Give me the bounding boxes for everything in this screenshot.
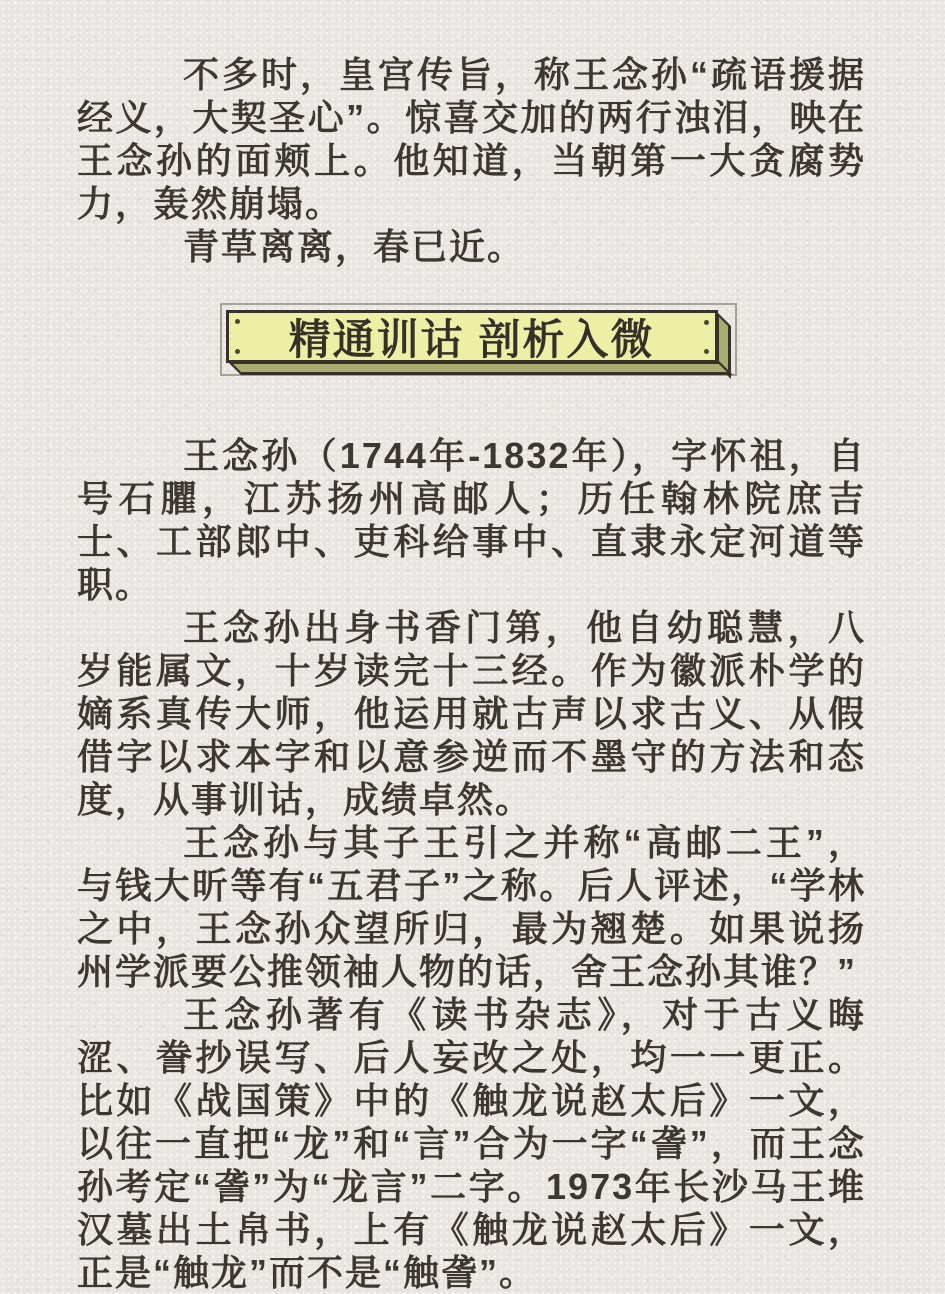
paragraph: 王念孙（1744年-1832年），字怀祖，自号石臞，江苏扬州高邮人；历任翰林院庶吉士、工部郎中、吏科给事中、直隶永定河道等职。 bbox=[77, 435, 866, 605]
screw-dot-icon bbox=[235, 349, 240, 354]
screw-dot-icon bbox=[704, 320, 709, 325]
screw-dot-icon bbox=[235, 319, 240, 324]
section-title-banner bbox=[226, 310, 718, 363]
paragraph: 王念孙出身书香门第，他自幼聪慧，八岁能属文，十岁读完十三经。作为徽派朴学的嫡系真传大师，他运用就古声以求古义、从假借字以求本字和以意参逆而不墨守的方法和态度，从事训诂，成绩卓然。 bbox=[77, 607, 866, 820]
banner-face bbox=[226, 310, 718, 363]
screw-dot-icon bbox=[704, 349, 709, 354]
section-title: 精通训诂 剖析入微 bbox=[288, 315, 655, 363]
paragraph: 王念孙与其子王引之并称“高邮二王”，与钱大昕等有“五君子”之称。后人评述，“学林之中，王念孙众望所归，最为翘楚。如果说扬州学派要公推领袖人物的话，舍王念孙其谁？” bbox=[77, 822, 866, 992]
paragraph: 王念孙著有《读书杂志》，对于古义晦涩、誊抄误写、后人妄改之处，均一一更正。比如《战国策》中的《触龙说赵太后》一文，以往一直把“龙”和“言”合为一字“詟”，而王念孙考定“詟”为“龙言”二字。1973年长沙马王堆汉墓出土帛书，上有《触龙说赵太后》一文，正是“触龙”而不是“触詟”。 bbox=[77, 994, 866, 1293]
paragraph: 不多时，皇宫传旨，称王念孙“疏语援据经义，大契圣心”。惊喜交加的两行浊泪，映在王念孙的面颊上。他知道，当朝第一大贪腐势力，轰然崩塌。 bbox=[77, 54, 866, 224]
paragraph: 青草离离，春已近。 bbox=[183, 226, 526, 267]
